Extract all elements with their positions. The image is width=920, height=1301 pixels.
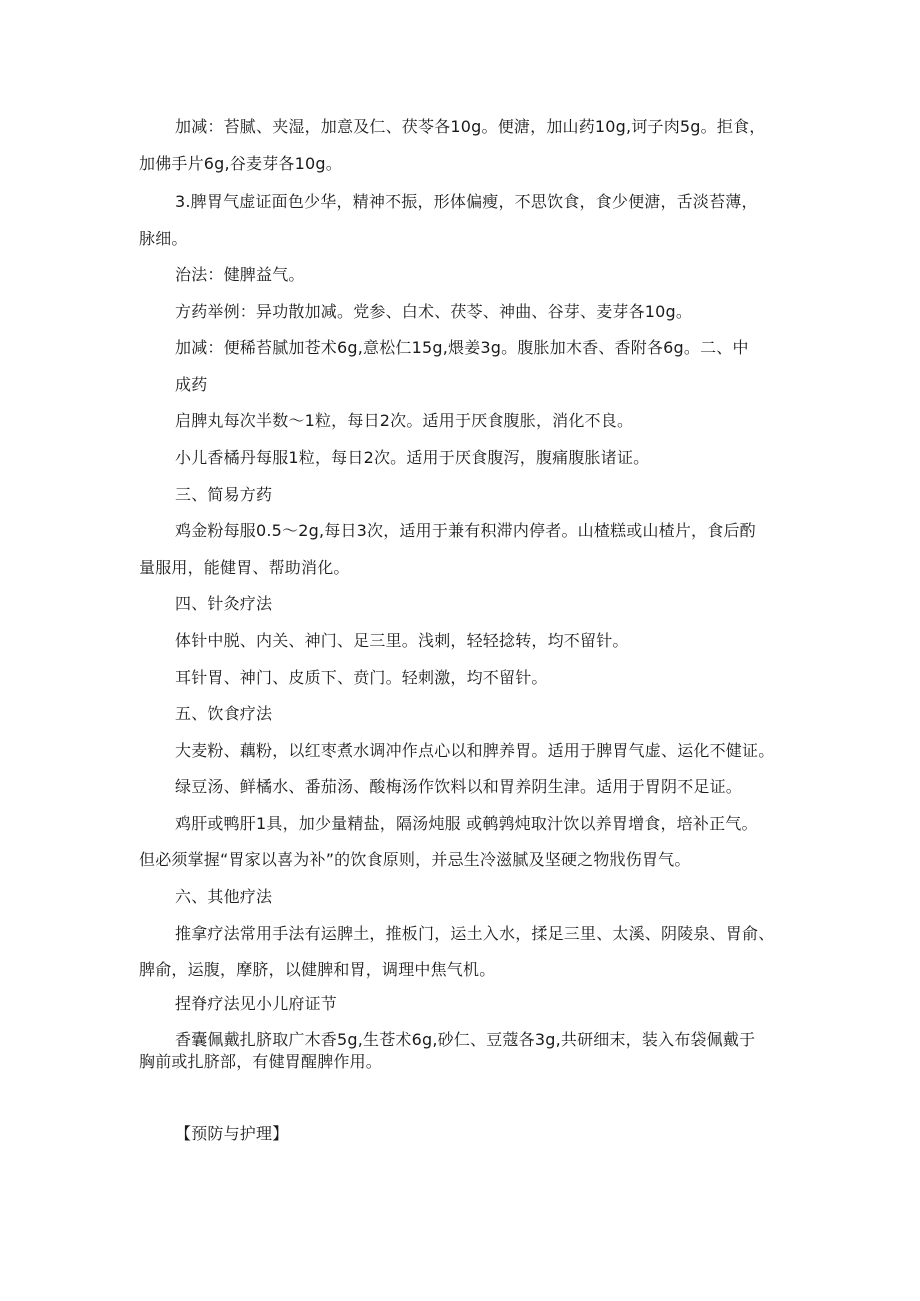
text-line: 治法：健脾益气。 <box>175 265 305 284</box>
text-line: 量服用，能健胃、帮助消化。 <box>139 558 350 577</box>
text-line: 加减：苔腻、夹湿，加意及仁、茯苓各10g。便溏，加山药10g,诃子肉5g。拒食， <box>175 117 766 136</box>
section-heading: 三、简易方药 <box>175 485 273 504</box>
text-line: 脾俞，运腹，摩脐，以健脾和胃，调理中焦气机。 <box>139 960 496 979</box>
text-line: 捏脊疗法见小儿府证节 <box>175 994 338 1013</box>
text-line: 方药举例：异功散加减。党参、白术、茯苓、神曲、谷芽、麦芽各10g。 <box>175 302 693 321</box>
text-line: 鸡金粉每服0.5～2g,每日3次，适用于兼有积滞内停者。山楂糕或山楂片，食后酌 <box>175 521 756 540</box>
text-line: 小儿香橘丹每服1粒，每日2次。适用于厌食腹泻，腹痛腹胀诸证。 <box>175 448 650 467</box>
text-line: 大麦粉、藕粉，以红枣煮水调冲作点心以和脾养胃。适用于脾胃气虚、运化不健证。 <box>175 741 775 760</box>
text-line: 胸前或扎脐部，有健胃醒脾作用。 <box>139 1052 383 1071</box>
section-heading: 四、针灸疗法 <box>175 594 273 613</box>
text-line: 启脾丸每次半数～1粒，每日2次。适用于厌食腹胀，消化不良。 <box>175 411 634 430</box>
text-line: 绿豆汤、鲜橘水、番茄汤、酸梅汤作饮料以和胃养阴生津。适用于胃阴不足证。 <box>175 777 743 796</box>
section-heading: 五、饮食疗法 <box>175 704 273 723</box>
text-line: 耳针胃、神门、皮质下、贲门。轻刺激，均不留针。 <box>175 668 548 687</box>
text-line: 3.脾胃气虚证面色少华，精神不振，形体偏瘦，不思饮食，食少便溏，舌淡苔薄， <box>175 192 758 211</box>
text-line: 体针中脱、内关、神门、足三里。浅刺，轻轻捻转，均不留针。 <box>175 631 629 650</box>
text-line: 香囊佩戴扎脐取广木香5g,生苍术6g,砂仁、豆蔻各3g,共研细末，装入布袋佩戴于 <box>175 1030 756 1049</box>
text-line: 但必须掌握“胃家以喜为补”的饮食原则，并忌生冷滋腻及坚硬之物戕伤胃气。 <box>139 850 691 869</box>
text-line: 脉细。 <box>139 229 188 248</box>
text-line: 加减：便稀苔腻加苍术6g,意松仁15g,煨姜3g。腹胀加木香、香附各6g。二、中 <box>175 338 749 357</box>
text-line: 成药 <box>175 375 208 394</box>
text-line: 推拿疗法常用手法有运脾土，推板门，运土入水，揉足三里、太溪、阴陵泉、胃俞、 <box>175 924 775 943</box>
section-heading: 六、其他疗法 <box>175 887 273 906</box>
section-heading: 【预防与护理】 <box>175 1124 289 1143</box>
text-line: 加佛手片6g,谷麦芽各10g。 <box>139 154 342 173</box>
text-line: 鸡肝或鸭肝1具，加少量精盐，隔汤炖服 或鹌鹑炖取汁饮以养胃增食，培补正气。 <box>175 814 758 833</box>
